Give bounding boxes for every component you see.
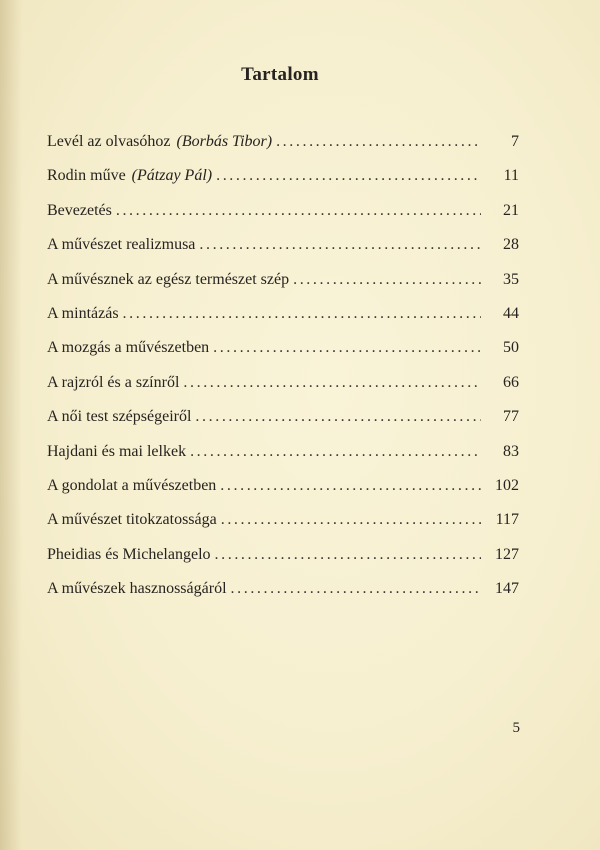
toc-entry-title: A művészet titokzatossága <box>47 511 217 529</box>
toc-entry-page: 11 <box>503 167 519 185</box>
dot-leader <box>231 580 481 598</box>
toc-entry-page: 28 <box>503 236 519 254</box>
toc-entry-page: 35 <box>503 270 519 288</box>
toc-entry-page: 77 <box>503 408 519 426</box>
toc-entry <box>47 546 519 580</box>
toc-entry <box>47 271 519 305</box>
toc-entry <box>47 443 519 477</box>
toc-entry <box>47 202 519 236</box>
dot-leader <box>220 477 481 495</box>
toc-entry-title: A mintázás <box>47 304 119 322</box>
toc-entry <box>47 408 519 442</box>
toc-entry-page: 50 <box>503 339 519 357</box>
dot-leader <box>195 408 481 426</box>
toc-entry-title: Hajdani és mai lelkek <box>47 442 187 460</box>
toc-entry-page: 127 <box>495 545 519 563</box>
toc-entry <box>47 511 519 545</box>
toc-entry-page: 21 <box>503 201 519 219</box>
toc-entry <box>47 339 519 373</box>
toc-entry <box>47 374 519 408</box>
toc-entry-title: A rajzról és a színről <box>47 373 180 391</box>
toc-entry <box>47 133 519 167</box>
toc-entry-page: 117 <box>495 511 519 529</box>
dot-leader <box>190 443 481 461</box>
toc-entry-page: 66 <box>503 373 519 391</box>
toc-entry-author: (Borbás Tibor) <box>176 133 273 150</box>
page-title: Tartalom <box>241 64 319 85</box>
dot-leader <box>199 236 481 254</box>
toc-entry-title: A mozgás a művészetben <box>47 339 210 357</box>
toc-entry-title: A női test szépségeiről <box>47 408 192 426</box>
toc-entry-page: 147 <box>495 580 519 598</box>
toc-entry <box>47 477 519 511</box>
toc-entry-title: A művésznek az egész természet szép <box>47 270 290 288</box>
toc-entry-title: A gondolat a művészetben <box>47 476 217 494</box>
toc-entry-title: Bevezetés <box>47 201 112 219</box>
dot-leader <box>215 546 481 564</box>
toc-entry-page: 44 <box>503 304 519 322</box>
binding-shadow <box>0 0 22 850</box>
toc-entry-page: 83 <box>503 442 519 460</box>
toc-entry-title: A művészek hasznosságáról <box>47 580 227 598</box>
toc-entry <box>47 167 519 201</box>
toc-entry-page: 102 <box>495 476 519 494</box>
dot-leader <box>213 339 481 357</box>
page-number: 5 <box>512 720 520 736</box>
table-of-contents <box>47 133 519 614</box>
dot-leader <box>293 271 481 289</box>
toc-entry-author: (Pátzay Pál) <box>131 167 213 185</box>
toc-entry-title: Rodin műve <box>47 167 126 185</box>
dot-leader <box>276 133 481 151</box>
dot-leader <box>221 511 481 529</box>
toc-entry <box>47 305 519 339</box>
toc-entry <box>47 236 519 270</box>
toc-entry-title: Pheidias és Michelangelo <box>47 545 211 563</box>
toc-entry-page: 7 <box>511 133 519 150</box>
dot-leader <box>183 374 481 392</box>
toc-entry <box>47 580 519 614</box>
dot-leader <box>216 167 481 185</box>
dot-leader <box>116 202 481 220</box>
toc-entry-title: Levél az olvasóhoz <box>47 133 171 150</box>
toc-entry-title: A művészet realizmusa <box>47 236 196 254</box>
dot-leader <box>123 305 481 323</box>
